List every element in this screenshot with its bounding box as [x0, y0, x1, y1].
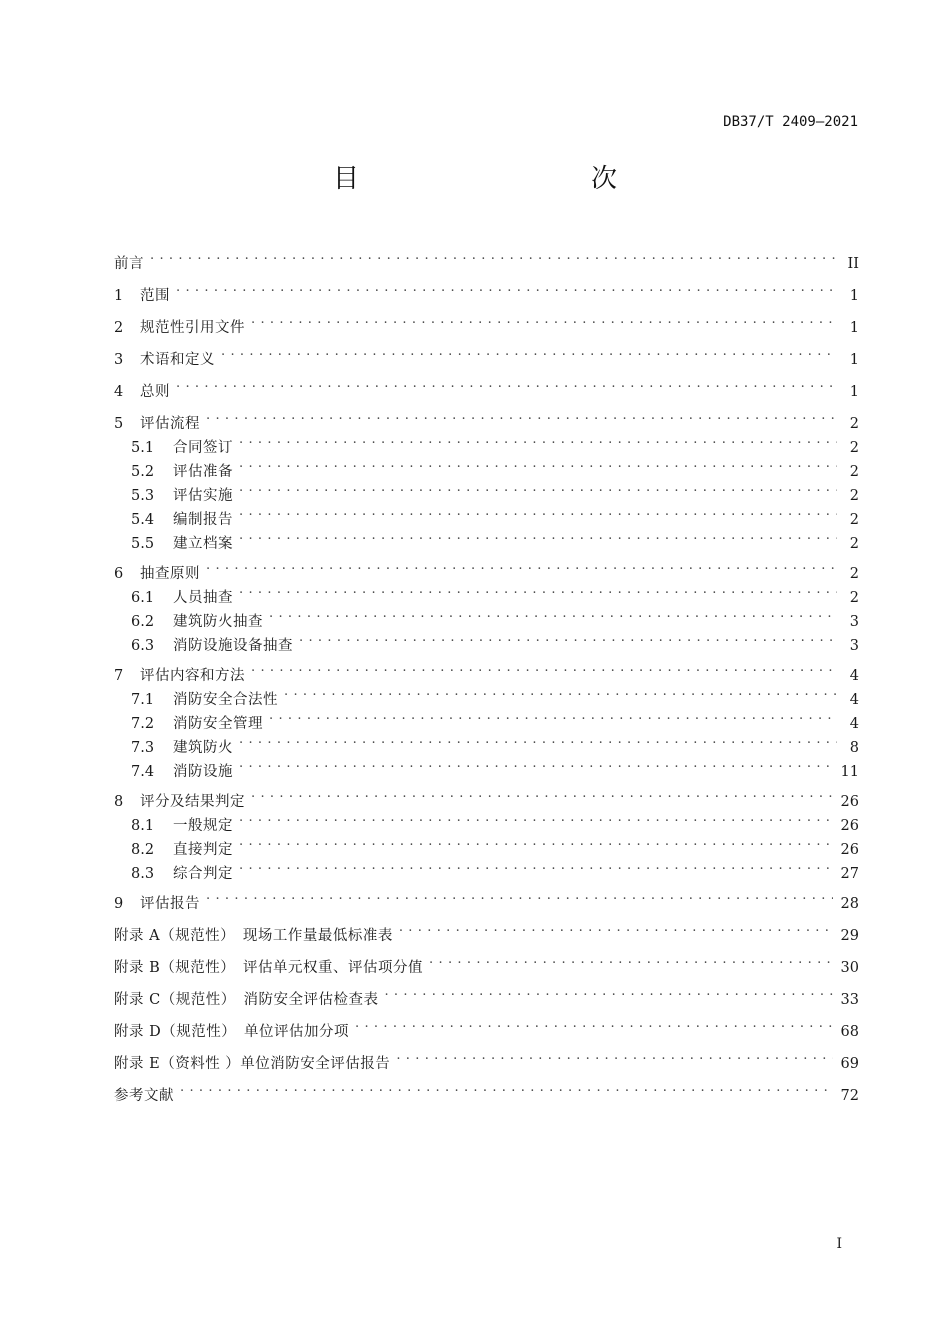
dot-leader: [239, 524, 837, 548]
toc-entry-title: 一般规定: [173, 818, 233, 834]
toc-entry-page: 4: [849, 692, 859, 708]
toc-entry-page: 2: [849, 590, 859, 606]
dot-leader: [251, 308, 837, 332]
toc-entry-title: 消防安全管理: [173, 716, 263, 732]
toc-entry-number: 7.2: [131, 716, 155, 732]
toc-entry-page: 4: [849, 716, 859, 732]
toc-entry-title: 建筑防火: [173, 740, 233, 756]
dot-leader: [176, 276, 837, 300]
dot-leader: [239, 428, 837, 452]
toc-entry-title: 范围: [140, 288, 170, 304]
dot-leader: [251, 656, 837, 680]
toc-entry[interactable]: [114, 656, 859, 684]
toc-entry-title: 消防设施: [173, 764, 233, 780]
dot-leader: [221, 340, 837, 364]
toc-entry[interactable]: [114, 1012, 859, 1040]
dot-leader: [206, 554, 837, 578]
toc-entry-number: 2: [114, 320, 124, 336]
dot-leader: [239, 728, 837, 752]
toc-entry-number: 7.1: [131, 692, 155, 708]
toc-entry-page: 1: [849, 384, 859, 400]
dot-leader: [384, 980, 832, 1004]
toc-entry-title: 综合判定: [173, 866, 233, 882]
toc-entry-page: 69: [840, 1056, 859, 1072]
dot-leader: [150, 244, 837, 268]
toc-entry-page: 8: [849, 740, 859, 756]
dot-leader: [396, 1044, 832, 1068]
toc-entry[interactable]: [114, 578, 859, 606]
toc-entry[interactable]: [114, 404, 859, 432]
toc-entry-number: 5: [114, 416, 124, 432]
toc-entry-page: 68: [840, 1024, 859, 1040]
toc-entry-title: 参考文献: [114, 1088, 174, 1104]
toc-entry[interactable]: [114, 980, 859, 1008]
toc-entry-page: 11: [840, 764, 859, 780]
toc-entry-title: 附录 B（规范性） 评估单元权重、评估项分值: [114, 960, 424, 976]
toc-entry-page: 2: [849, 512, 859, 528]
dot-leader: [239, 452, 837, 476]
toc-entry-title: 建立档案: [173, 536, 233, 552]
toc-entry-title: 评估准备: [173, 464, 233, 480]
dot-leader: [251, 782, 833, 806]
toc-entry-page: 1: [849, 352, 859, 368]
toc-entry-title: 附录 C（规范性） 消防安全评估检查表: [114, 992, 379, 1008]
toc-entry-page: 2: [849, 416, 859, 432]
toc-entry-title: 编制报告: [173, 512, 233, 528]
dot-leader: [206, 404, 837, 428]
toc-entry-title: 术语和定义: [140, 352, 215, 368]
toc-entry-number: 7: [114, 668, 124, 684]
toc-entry-page: 33: [840, 992, 859, 1008]
toc-entry-title: 规范性引用文件: [140, 320, 245, 336]
toc-entry-page: 1: [849, 320, 859, 336]
toc-entry-title: 人员抽查: [173, 590, 233, 606]
toc-entry-title: 总则: [140, 384, 170, 400]
toc-entry-page: 2: [849, 440, 859, 456]
toc-entry-page: 28: [840, 896, 859, 912]
toc-entry-title: 直接判定: [173, 842, 233, 858]
toc-entry-title: 评估内容和方法: [140, 668, 245, 684]
toc-entry-number: 8.3: [131, 866, 155, 882]
toc-entry-page: 26: [840, 842, 859, 858]
toc-entry-number: 6.2: [131, 614, 155, 630]
standard-code: DB37/T 2409—2021: [723, 114, 858, 130]
toc-entry[interactable]: [114, 916, 859, 944]
toc-entry-number: 6.1: [131, 590, 155, 606]
toc-entry-page: 27: [840, 866, 859, 882]
toc-entry-title: 附录 D（规范性） 单位评估加分项: [114, 1024, 349, 1040]
toc-entry-page: 29: [840, 928, 859, 944]
dot-leader: [269, 602, 837, 626]
toc-entry-title: 建筑防火抽查: [173, 614, 263, 630]
dot-leader: [239, 476, 837, 500]
toc-entry-page: 2: [849, 536, 859, 552]
toc-entry-number: 8: [114, 794, 124, 810]
page-number: I: [836, 1236, 842, 1252]
toc-entry-title: 评估流程: [140, 416, 200, 432]
dot-leader: [429, 948, 833, 972]
toc-entry[interactable]: [114, 1044, 859, 1072]
toc-entry[interactable]: [114, 948, 859, 976]
toc-entry-title: 消防设施设备抽查: [173, 638, 293, 654]
toc-entry-number: 9: [114, 896, 124, 912]
dot-leader: [176, 372, 837, 396]
toc-entry[interactable]: [114, 244, 859, 272]
dot-leader: [269, 704, 837, 728]
dot-leader: [239, 752, 833, 776]
toc-entry-title: 附录 E（资料性 ）单位消防安全评估报告: [114, 1056, 391, 1072]
toc-entry[interactable]: [114, 1076, 859, 1104]
toc-entry-page: 2: [849, 566, 859, 582]
toc-entry[interactable]: [114, 308, 859, 336]
toc-entry-page: 30: [840, 960, 859, 976]
toc-entry[interactable]: [114, 340, 859, 368]
toc-entry-title: 评分及结果判定: [140, 794, 245, 810]
toc-entry-number: 8.1: [131, 818, 155, 834]
toc-entry-number: 7.4: [131, 764, 155, 780]
dot-leader: [299, 626, 837, 650]
toc-entry-title: 评估报告: [140, 896, 200, 912]
toc-entry-number: 4: [114, 384, 124, 400]
dot-leader: [206, 884, 833, 908]
toc-entry-number: 5.3: [131, 488, 155, 504]
toc-entry-page: 2: [849, 488, 859, 504]
toc-entry-title: 附录 A（规范性） 现场工作量最低标准表: [114, 928, 393, 944]
toc-entry-page: II: [847, 256, 859, 272]
toc-entry-title: 前言: [114, 256, 144, 272]
toc-entry[interactable]: [114, 276, 859, 304]
toc-entry-title: 消防安全合法性: [173, 692, 278, 708]
toc-entry[interactable]: [114, 782, 859, 810]
toc-entry-number: 5.2: [131, 464, 155, 480]
toc-entry[interactable]: [114, 428, 859, 456]
dot-leader: [180, 1076, 833, 1100]
dot-leader: [284, 680, 837, 704]
page-title: 目 次: [332, 164, 677, 194]
toc-entry-number: 3: [114, 352, 124, 368]
toc-entry-number: 7.3: [131, 740, 155, 756]
toc-entry[interactable]: [114, 372, 859, 400]
toc-entry-page: 3: [849, 638, 859, 654]
toc-entry-title: 评估实施: [173, 488, 233, 504]
dot-leader: [239, 500, 837, 524]
toc-entry-title: 抽查原则: [140, 566, 200, 582]
toc-entry[interactable]: [114, 554, 859, 582]
toc-entry-page: 72: [840, 1088, 859, 1104]
toc-entry[interactable]: [114, 884, 859, 912]
toc-entry-page: 3: [849, 614, 859, 630]
dot-leader: [239, 578, 837, 602]
dot-leader: [239, 806, 833, 830]
toc-entry-page: 4: [849, 668, 859, 684]
table-of-contents: [114, 244, 859, 1104]
toc-entry-number: 5.1: [131, 440, 155, 456]
toc-entry-number: 6.3: [131, 638, 155, 654]
toc-entry-page: 26: [840, 818, 859, 834]
toc-entry-number: 5.4: [131, 512, 155, 528]
dot-leader: [355, 1012, 833, 1036]
dot-leader: [239, 830, 833, 854]
toc-entry-number: 6: [114, 566, 124, 582]
toc-entry-number: 1: [114, 288, 124, 304]
toc-entry-page: 1: [849, 288, 859, 304]
dot-leader: [399, 916, 833, 940]
toc-entry-title: 合同签订: [173, 440, 233, 456]
toc-entry-page: 2: [849, 464, 859, 480]
toc-entry-page: 26: [840, 794, 859, 810]
dot-leader: [239, 854, 833, 878]
toc-entry-number: 8.2: [131, 842, 155, 858]
toc-entry-number: 5.5: [131, 536, 155, 552]
